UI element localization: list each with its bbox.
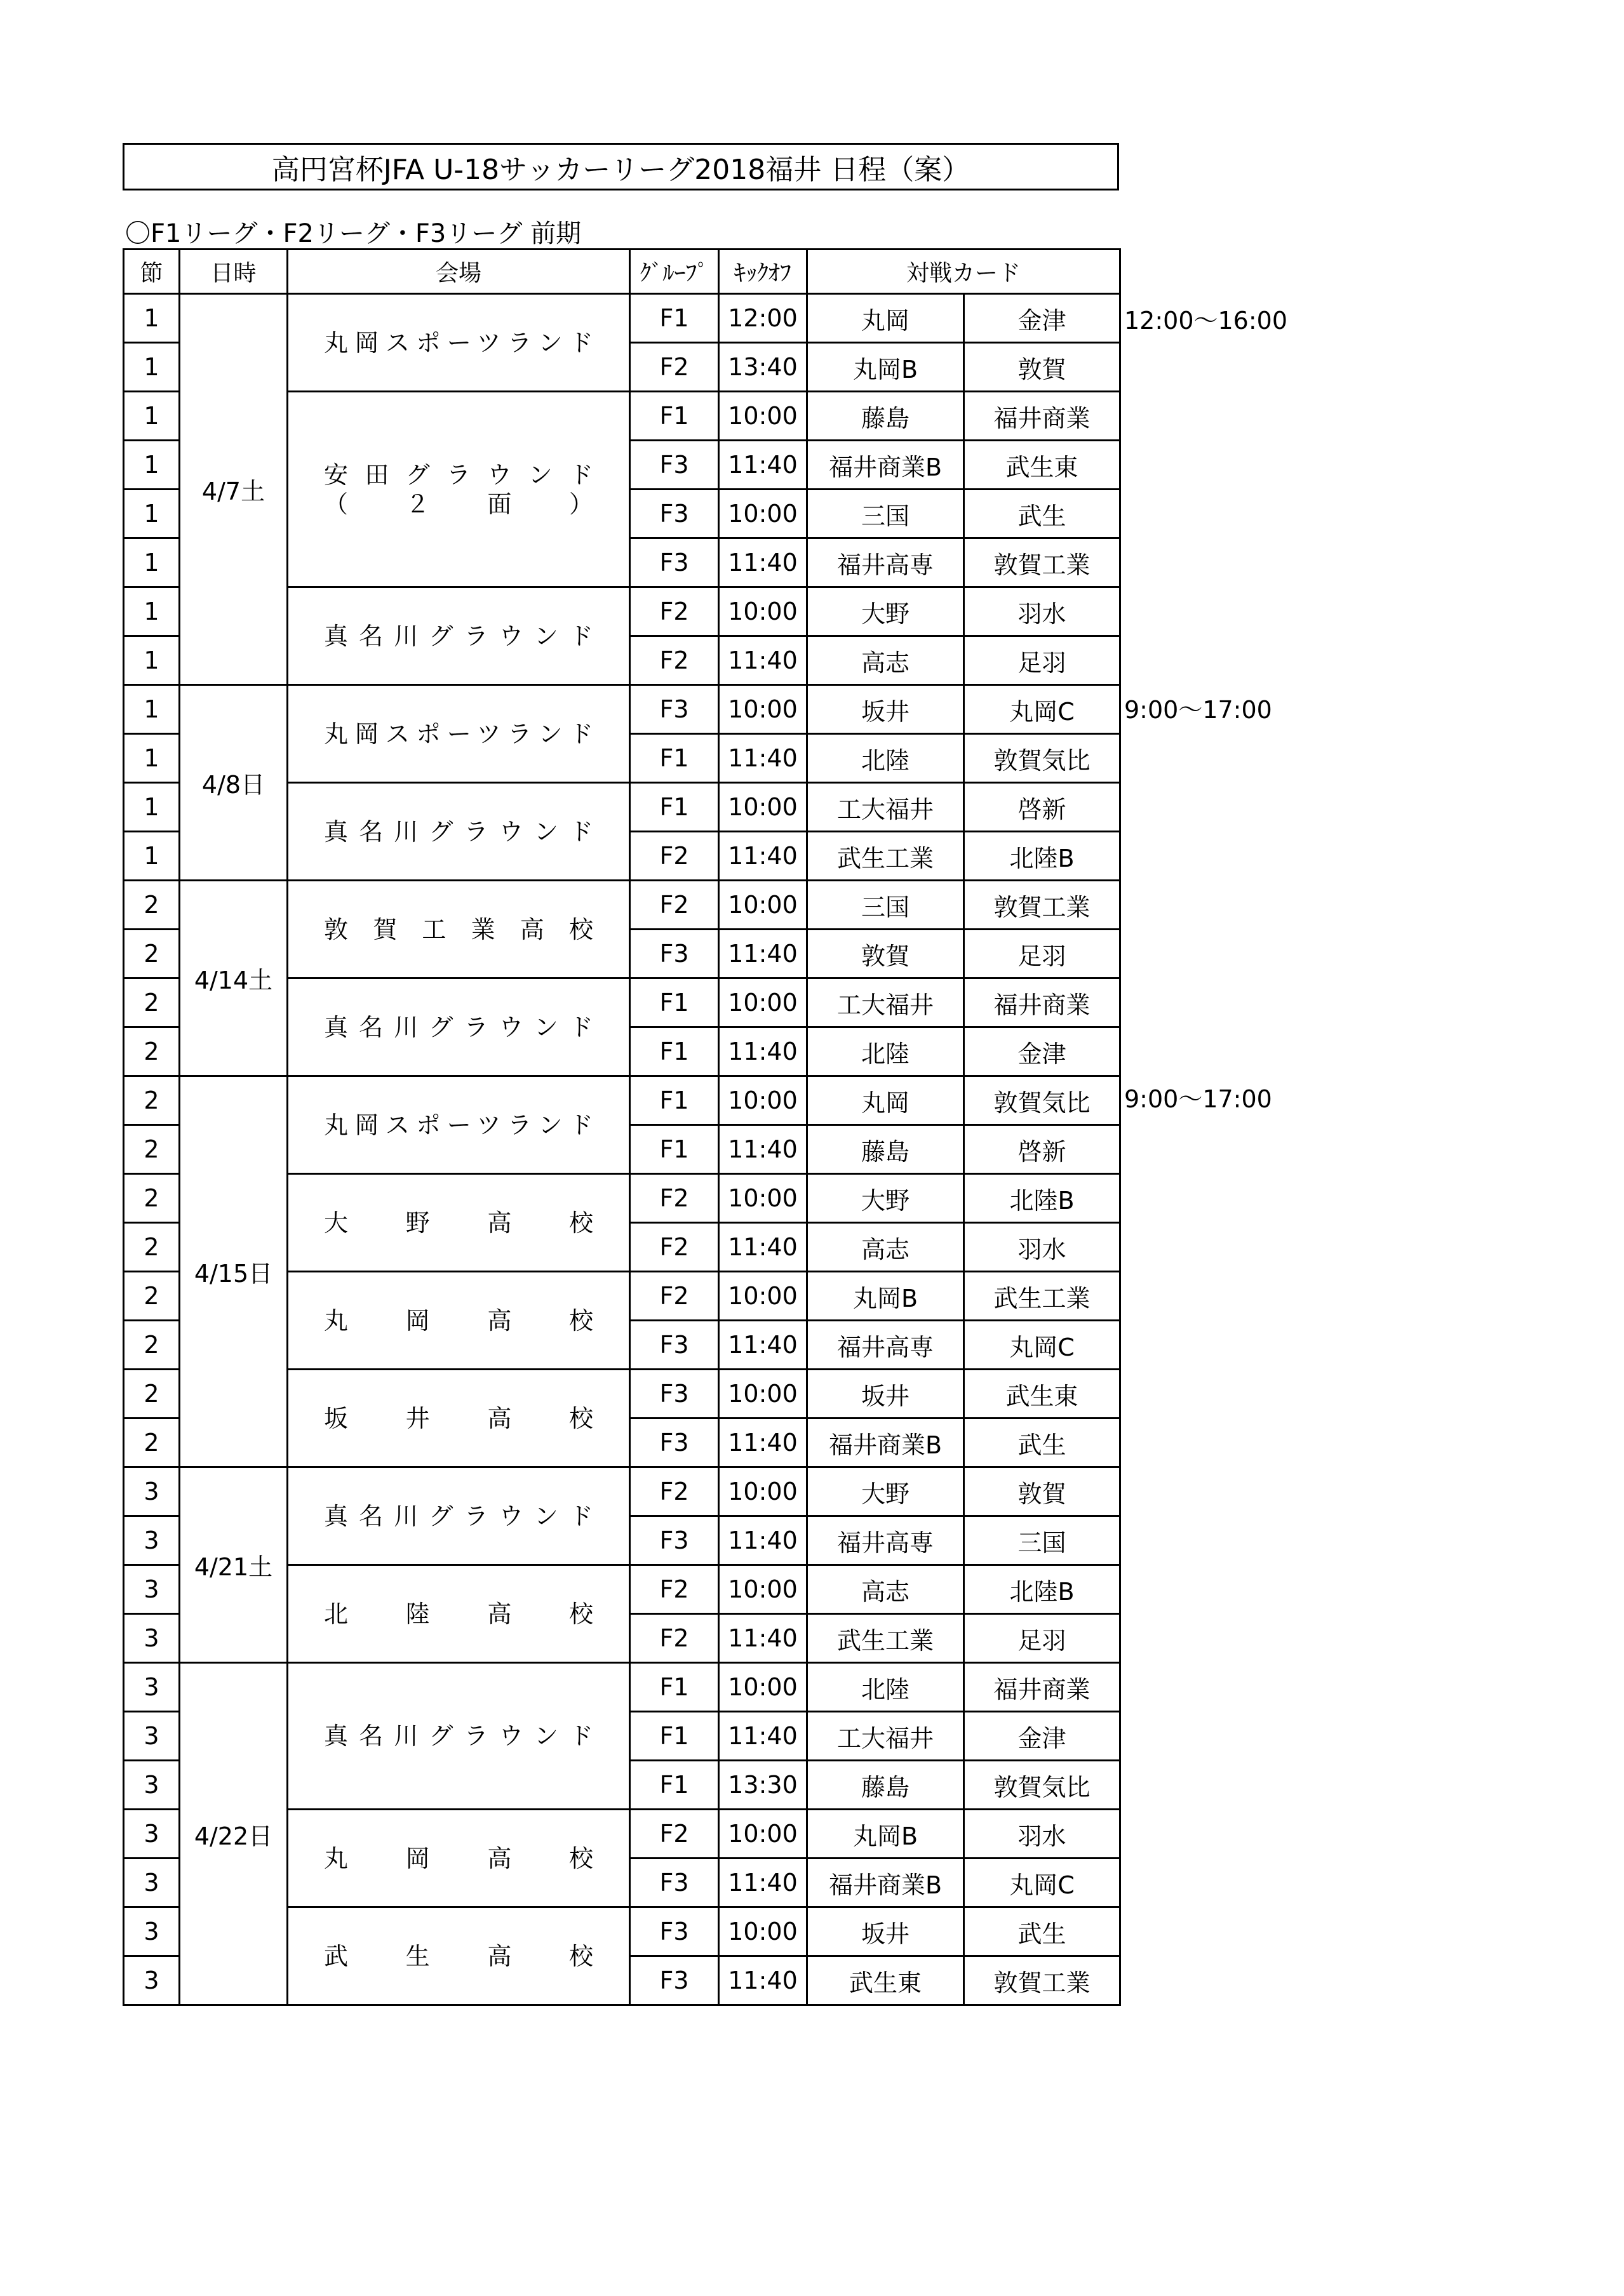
kickoff-cell: 10:00	[719, 1565, 807, 1614]
round-cell: 1	[124, 343, 180, 392]
away-team-cell: 丸岡C	[964, 1859, 1120, 1907]
kickoff-cell: 10:00	[719, 1272, 807, 1321]
kickoff-cell: 11:40	[719, 734, 807, 783]
date-cell: 4/14土	[180, 881, 288, 1076]
venue-hours-note: 12:00～16:00	[1124, 307, 1288, 335]
venue-cell	[288, 978, 630, 1076]
group-cell: F1	[630, 1712, 719, 1761]
home-team-cell: 丸岡	[807, 294, 964, 343]
kickoff-cell: 11:40	[719, 832, 807, 881]
group-cell: F1	[630, 392, 719, 441]
home-team-cell: 武生工業	[807, 1614, 964, 1663]
home-team-cell: 三国	[807, 490, 964, 538]
home-team-cell: 丸岡B	[807, 1810, 964, 1859]
header-round: 節	[124, 250, 180, 294]
venue-name-line: 真名川グラウンド	[324, 817, 593, 846]
header-venue: 会場	[288, 250, 630, 294]
venue-name	[324, 1013, 593, 1042]
venue-name	[324, 915, 593, 944]
round-cell: 3	[124, 1614, 180, 1663]
away-team-cell: 丸岡C	[964, 685, 1120, 734]
home-team-cell: 丸岡B	[807, 343, 964, 392]
venue-name	[324, 1111, 593, 1140]
venue-name	[324, 1599, 593, 1629]
table-row	[124, 1467, 1120, 1516]
home-team-cell: 北陸	[807, 1663, 964, 1712]
home-team-cell: 福井商業B	[807, 1418, 964, 1467]
away-team-cell: 北陸B	[964, 1174, 1120, 1223]
date-cell: 4/21土	[180, 1467, 288, 1663]
round-cell: 3	[124, 1663, 180, 1712]
round-cell: 1	[124, 490, 180, 538]
round-cell: 2	[124, 881, 180, 930]
home-team-cell: 福井高専	[807, 538, 964, 587]
round-cell: 1	[124, 734, 180, 783]
home-team-cell: 坂井	[807, 1907, 964, 1956]
kickoff-cell: 11:40	[719, 1956, 807, 2005]
group-cell: F2	[630, 881, 719, 930]
round-cell: 2	[124, 1272, 180, 1321]
venue-name-line: 武生高校	[324, 1942, 593, 1970]
group-cell: F2	[630, 1467, 719, 1516]
venue-name	[324, 719, 593, 749]
round-cell: 3	[124, 1761, 180, 1810]
kickoff-cell: 11:40	[719, 1516, 807, 1565]
kickoff-cell: 11:40	[719, 1614, 807, 1663]
away-team-cell: 羽水	[964, 1223, 1120, 1272]
away-team-cell: 敦賀気比	[964, 1076, 1120, 1125]
home-team-cell: 坂井	[807, 1370, 964, 1418]
away-team-cell: 敦賀工業	[964, 1956, 1120, 2005]
group-cell: F3	[630, 441, 719, 490]
venue-cell	[288, 1663, 630, 1810]
venue-cell	[288, 1907, 630, 2005]
away-team-cell: 武生工業	[964, 1272, 1120, 1321]
home-team-cell: 藤島	[807, 392, 964, 441]
round-cell: 2	[124, 1027, 180, 1076]
home-team-cell: 工大福井	[807, 978, 964, 1027]
away-team-cell: 敦賀	[964, 1467, 1120, 1516]
round-cell: 1	[124, 441, 180, 490]
date-cell: 4/7土	[180, 294, 288, 685]
table-row	[124, 685, 1120, 734]
venue-name-line: 北陸高校	[324, 1599, 593, 1628]
home-team-cell: 北陸	[807, 734, 964, 783]
venue-cell	[288, 294, 630, 392]
away-team-cell: 羽水	[964, 1810, 1120, 1859]
venue-name	[324, 1844, 593, 1873]
kickoff-cell: 11:40	[719, 1125, 807, 1174]
venue-cell	[288, 783, 630, 881]
date-cell: 4/8日	[180, 685, 288, 881]
round-cell: 3	[124, 1467, 180, 1516]
venue-name-line: 真名川グラウンド	[324, 622, 593, 650]
away-team-cell: 北陸B	[964, 1565, 1120, 1614]
round-cell: 2	[124, 1076, 180, 1125]
round-cell: 1	[124, 587, 180, 636]
group-cell: F1	[630, 1125, 719, 1174]
away-team-cell: 啓新	[964, 1125, 1120, 1174]
round-cell: 3	[124, 1712, 180, 1761]
venue-cell	[288, 1076, 630, 1174]
away-team-cell: 武生東	[964, 1370, 1120, 1418]
date-cell: 4/22日	[180, 1663, 288, 2005]
kickoff-cell: 11:40	[719, 1321, 807, 1370]
away-team-cell: 足羽	[964, 636, 1120, 685]
venue-cell	[288, 1810, 630, 1907]
round-cell: 1	[124, 685, 180, 734]
group-cell: F1	[630, 734, 719, 783]
group-cell: F3	[630, 685, 719, 734]
round-cell: 1	[124, 294, 180, 343]
header-kickoff: ｷｯｸｵﾌ	[719, 250, 807, 294]
kickoff-cell: 10:00	[719, 783, 807, 832]
kickoff-cell: 10:00	[719, 1174, 807, 1223]
group-cell: F3	[630, 1418, 719, 1467]
round-cell: 3	[124, 1956, 180, 2005]
group-cell: F3	[630, 1956, 719, 2005]
section-heading: 〇F1リーグ・F2リーグ・F3リーグ 前期	[125, 219, 582, 248]
venue-name-line: 大野高校	[324, 1208, 593, 1237]
kickoff-cell: 11:40	[719, 1859, 807, 1907]
kickoff-cell: 10:00	[719, 1076, 807, 1125]
group-cell: F1	[630, 783, 719, 832]
group-cell: F1	[630, 978, 719, 1027]
venue-name-line: （２面）	[324, 490, 593, 518]
kickoff-cell: 10:00	[719, 1467, 807, 1516]
away-team-cell: 足羽	[964, 930, 1120, 978]
group-cell: F2	[630, 587, 719, 636]
group-cell: F2	[630, 1174, 719, 1223]
home-team-cell: 工大福井	[807, 783, 964, 832]
venue-cell	[288, 685, 630, 783]
home-team-cell: 藤島	[807, 1125, 964, 1174]
venue-name	[324, 817, 593, 846]
venue-name-line: 敦賀工業高校	[324, 915, 593, 944]
kickoff-cell: 11:40	[719, 441, 807, 490]
venue-hours-note: 9:00～17:00	[1124, 1085, 1272, 1113]
away-team-cell: 武生	[964, 1907, 1120, 1956]
home-team-cell: 高志	[807, 1223, 964, 1272]
group-cell: F2	[630, 832, 719, 881]
group-cell: F2	[630, 343, 719, 392]
kickoff-cell: 12:00	[719, 294, 807, 343]
round-cell: 2	[124, 1418, 180, 1467]
away-team-cell: 武生	[964, 1418, 1120, 1467]
home-team-cell: 北陸	[807, 1027, 964, 1076]
venue-name	[324, 1208, 593, 1238]
header-group: ｸﾞﾙｰﾌﾟ	[630, 250, 719, 294]
venue-name-line: 丸岡高校	[324, 1306, 593, 1335]
home-team-cell: 武生東	[807, 1956, 964, 2005]
venue-name	[324, 328, 593, 357]
venue-name-line: 丸岡スポーツランド	[324, 719, 593, 748]
group-cell: F2	[630, 1565, 719, 1614]
date-cell: 4/15日	[180, 1076, 288, 1467]
kickoff-cell: 11:40	[719, 930, 807, 978]
away-team-cell: 敦賀気比	[964, 1761, 1120, 1810]
header-row	[124, 250, 1120, 294]
group-cell: F3	[630, 490, 719, 538]
home-team-cell: 武生工業	[807, 832, 964, 881]
kickoff-cell: 11:40	[719, 1027, 807, 1076]
group-cell: F3	[630, 538, 719, 587]
kickoff-cell: 10:00	[719, 1663, 807, 1712]
group-cell: F3	[630, 1370, 719, 1418]
home-team-cell: 福井商業B	[807, 1859, 964, 1907]
group-cell: F3	[630, 1321, 719, 1370]
away-team-cell: 丸岡C	[964, 1321, 1120, 1370]
venue-cell	[288, 1174, 630, 1272]
away-team-cell: 敦賀工業	[964, 881, 1120, 930]
venue-cell	[288, 1467, 630, 1565]
round-cell: 3	[124, 1810, 180, 1859]
schedule-table	[123, 248, 1121, 2006]
kickoff-cell: 10:00	[719, 1370, 807, 1418]
kickoff-cell: 11:40	[719, 538, 807, 587]
venue-name-line: 安田グラウンド	[324, 460, 593, 489]
venue-name	[324, 460, 593, 519]
kickoff-cell: 13:40	[719, 343, 807, 392]
group-cell: F1	[630, 1076, 719, 1125]
home-team-cell: 高志	[807, 636, 964, 685]
venue-cell	[288, 881, 630, 978]
away-team-cell: 福井商業	[964, 978, 1120, 1027]
kickoff-cell: 11:40	[719, 1712, 807, 1761]
away-team-cell: 金津	[964, 1712, 1120, 1761]
header-match-card: 対戦カード	[807, 250, 1120, 294]
venue-name-line: 坂井高校	[324, 1404, 593, 1432]
kickoff-cell: 11:40	[719, 1418, 807, 1467]
group-cell: F1	[630, 1761, 719, 1810]
venue-name-line: 真名川グラウンド	[324, 1502, 593, 1530]
away-team-cell: 福井商業	[964, 1663, 1120, 1712]
home-team-cell: 三国	[807, 881, 964, 930]
away-team-cell: 敦賀気比	[964, 734, 1120, 783]
round-cell: 2	[124, 930, 180, 978]
away-team-cell: 敦賀工業	[964, 538, 1120, 587]
kickoff-cell: 10:00	[719, 587, 807, 636]
round-cell: 2	[124, 1321, 180, 1370]
away-team-cell: 北陸B	[964, 832, 1120, 881]
kickoff-cell: 10:00	[719, 1907, 807, 1956]
round-cell: 2	[124, 978, 180, 1027]
kickoff-cell: 10:00	[719, 881, 807, 930]
away-team-cell: 金津	[964, 294, 1120, 343]
venue-name	[324, 1306, 593, 1335]
header-date: 日時	[180, 250, 288, 294]
away-team-cell: 金津	[964, 1027, 1120, 1076]
table-row	[124, 1663, 1120, 1712]
home-team-cell: 福井高専	[807, 1321, 964, 1370]
group-cell: F2	[630, 1810, 719, 1859]
home-team-cell: 高志	[807, 1565, 964, 1614]
away-team-cell: 啓新	[964, 783, 1120, 832]
venue-name	[324, 1404, 593, 1433]
home-team-cell: 大野	[807, 587, 964, 636]
round-cell: 3	[124, 1516, 180, 1565]
home-team-cell: 大野	[807, 1174, 964, 1223]
kickoff-cell: 10:00	[719, 490, 807, 538]
venue-name-line: 真名川グラウンド	[324, 1013, 593, 1041]
venue-cell	[288, 1565, 630, 1663]
group-cell: F1	[630, 294, 719, 343]
group-cell: F3	[630, 930, 719, 978]
venue-name-line: 丸岡スポーツランド	[324, 328, 593, 357]
round-cell: 1	[124, 392, 180, 441]
away-team-cell: 羽水	[964, 587, 1120, 636]
venue-cell	[288, 1370, 630, 1467]
round-cell: 1	[124, 783, 180, 832]
document-title: 高円宮杯JFA U-18サッカーリーグ2018福井 日程（案）	[123, 143, 1119, 190]
group-cell: F2	[630, 1223, 719, 1272]
home-team-cell: 福井商業B	[807, 441, 964, 490]
round-cell: 2	[124, 1125, 180, 1174]
venue-cell	[288, 1272, 630, 1370]
kickoff-cell: 13:30	[719, 1761, 807, 1810]
away-team-cell: 武生東	[964, 441, 1120, 490]
round-cell: 1	[124, 636, 180, 685]
table-row	[124, 1076, 1120, 1125]
round-cell: 2	[124, 1370, 180, 1418]
venue-name-line: 丸岡スポーツランド	[324, 1111, 593, 1139]
venue-hours-note: 9:00～17:00	[1124, 695, 1272, 724]
group-cell: F2	[630, 1614, 719, 1663]
away-team-cell: 福井商業	[964, 392, 1120, 441]
round-cell: 1	[124, 832, 180, 881]
group-cell: F3	[630, 1516, 719, 1565]
venue-name-line: 丸岡高校	[324, 1844, 593, 1872]
home-team-cell: 工大福井	[807, 1712, 964, 1761]
table-row	[124, 881, 1120, 930]
home-team-cell: 坂井	[807, 685, 964, 734]
home-team-cell: 丸岡	[807, 1076, 964, 1125]
away-team-cell: 足羽	[964, 1614, 1120, 1663]
home-team-cell: 福井高専	[807, 1516, 964, 1565]
group-cell: F3	[630, 1907, 719, 1956]
kickoff-cell: 11:40	[719, 636, 807, 685]
home-team-cell: 藤島	[807, 1761, 964, 1810]
away-team-cell: 敦賀	[964, 343, 1120, 392]
round-cell: 1	[124, 538, 180, 587]
venue-name	[324, 622, 593, 651]
round-cell: 2	[124, 1223, 180, 1272]
group-cell: F1	[630, 1663, 719, 1712]
venue-name	[324, 1942, 593, 1971]
venue-name-line: 真名川グラウンド	[324, 1722, 593, 1750]
away-team-cell: 武生	[964, 490, 1120, 538]
round-cell: 3	[124, 1565, 180, 1614]
table-row	[124, 294, 1120, 343]
kickoff-cell: 10:00	[719, 978, 807, 1027]
round-cell: 2	[124, 1174, 180, 1223]
group-cell: F3	[630, 1859, 719, 1907]
home-team-cell: 敦賀	[807, 930, 964, 978]
kickoff-cell: 11:40	[719, 1223, 807, 1272]
venue-cell	[288, 587, 630, 685]
group-cell: F2	[630, 1272, 719, 1321]
away-team-cell: 三国	[964, 1516, 1120, 1565]
group-cell: F2	[630, 636, 719, 685]
home-team-cell: 大野	[807, 1467, 964, 1516]
venue-name	[324, 1502, 593, 1531]
home-team-cell: 丸岡B	[807, 1272, 964, 1321]
group-cell: F1	[630, 1027, 719, 1076]
round-cell: 3	[124, 1907, 180, 1956]
venue-cell	[288, 392, 630, 587]
round-cell: 3	[124, 1859, 180, 1907]
kickoff-cell: 10:00	[719, 685, 807, 734]
venue-name	[324, 1721, 593, 1751]
kickoff-cell: 10:00	[719, 1810, 807, 1859]
kickoff-cell: 10:00	[719, 392, 807, 441]
